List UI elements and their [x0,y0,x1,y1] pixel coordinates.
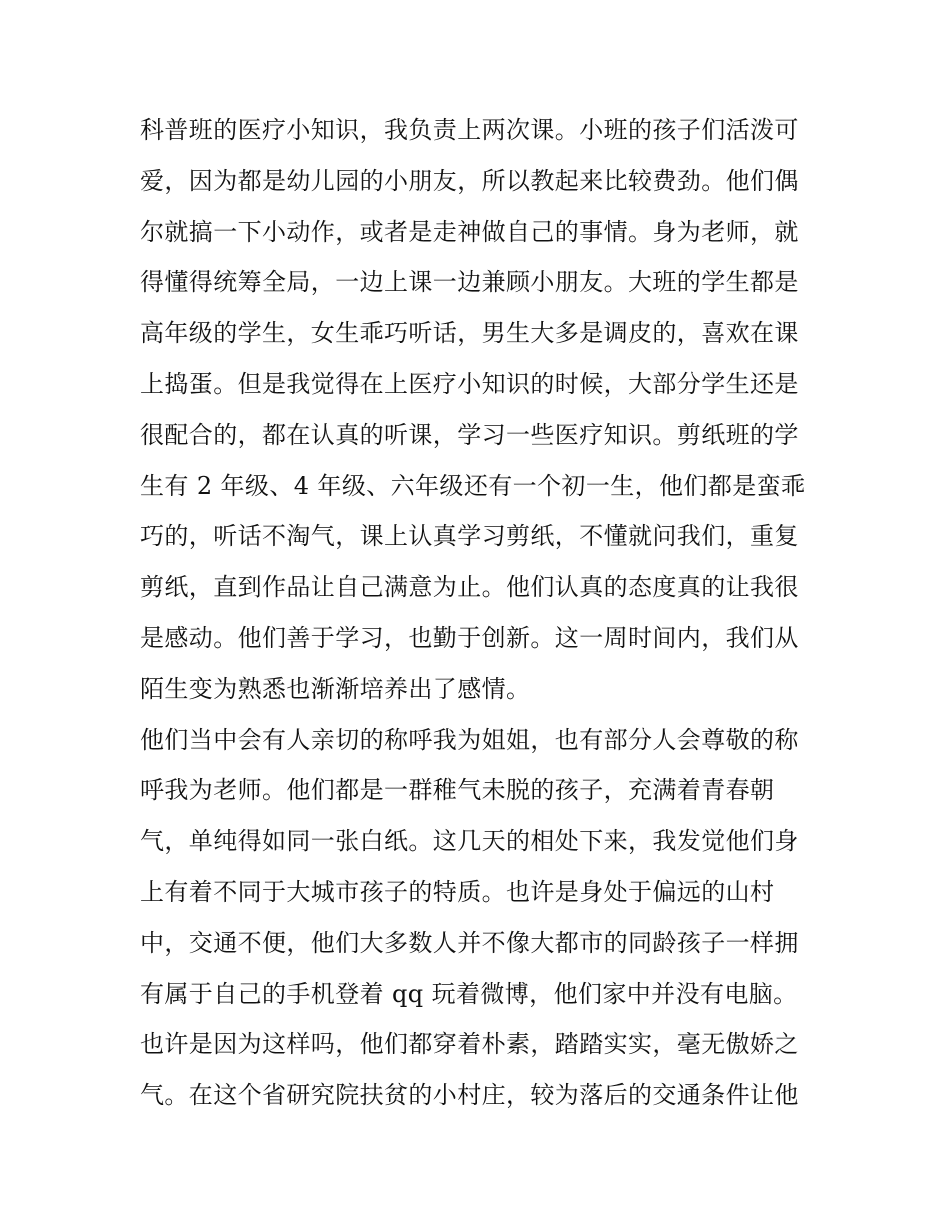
text-line: 剪纸，直到作品让自己满意为止。他们认真的态度真的让我很 [140,573,799,602]
text-line: 陌生变为熟悉也渐渐培养出了感情。 [140,674,531,703]
body-text [140,105,820,1121]
text-line: 上有着不同于大城市孩子的特质。也许是身处于偏远的山村 [140,877,775,906]
text-line: 科普班的医疗小知识，我负责上两次课。小班的孩子们活泼可 [140,116,799,144]
text-line: 中，交通不便，他们大多数人并不像大都市的同龄孩子一样拥 [140,928,799,957]
text-line: 是感动。他们善于学习，也勤于创新。这一周时间内，我们从 [140,623,799,652]
text-line: 上捣蛋。但是我觉得在上医疗小知识的时候，大部分学生还是 [140,369,799,398]
text-line: 生有 2 年级、4 年级、六年级还有一个初一生，他们都是蛮乖 [140,471,806,500]
text-line: 有属于自己的手机登着 qq 玩着微博，他们家中并没有电脑。 [140,979,798,1008]
text-line: 也许是因为这样吗，他们都穿着朴素，踏踏实实，毫无傲娇之 [140,1030,799,1059]
text-line: 很配合的，都在认真的听课，学习一些医疗知识。剪纸班的学 [140,420,799,449]
text-line: 得懂得统筹全局，一边上课一边兼顾小朋友。大班的学生都是 [140,268,799,297]
text-line: 巧的，听话不淘气，课上认真学习剪纸，不懂就问我们，重复 [140,522,799,551]
text-line: 他们当中会有人亲切的称呼我为姐姐，也有部分人会尊敬的称 [140,725,799,754]
text-line: 气。在这个省研究院扶贫的小村庄，较为落后的交通条件让他 [140,1081,799,1110]
text-line: 气，单纯得如同一张白纸。这几天的相处下来，我发觉他们身 [140,827,799,856]
text-line: 呼我为老师。他们都是一群稚气未脱的孩子，充满着青春朝 [140,776,775,805]
text-line: 高年级的学生，女生乖巧听话，男生大多是调皮的，喜欢在课 [140,319,799,348]
text-line: 爱，因为都是幼儿园的小朋友，所以教起来比较费劲。他们偶 [140,166,799,195]
text-line: 尔就搞一下小动作，或者是走神做自己的事情。身为老师，就 [140,217,799,246]
